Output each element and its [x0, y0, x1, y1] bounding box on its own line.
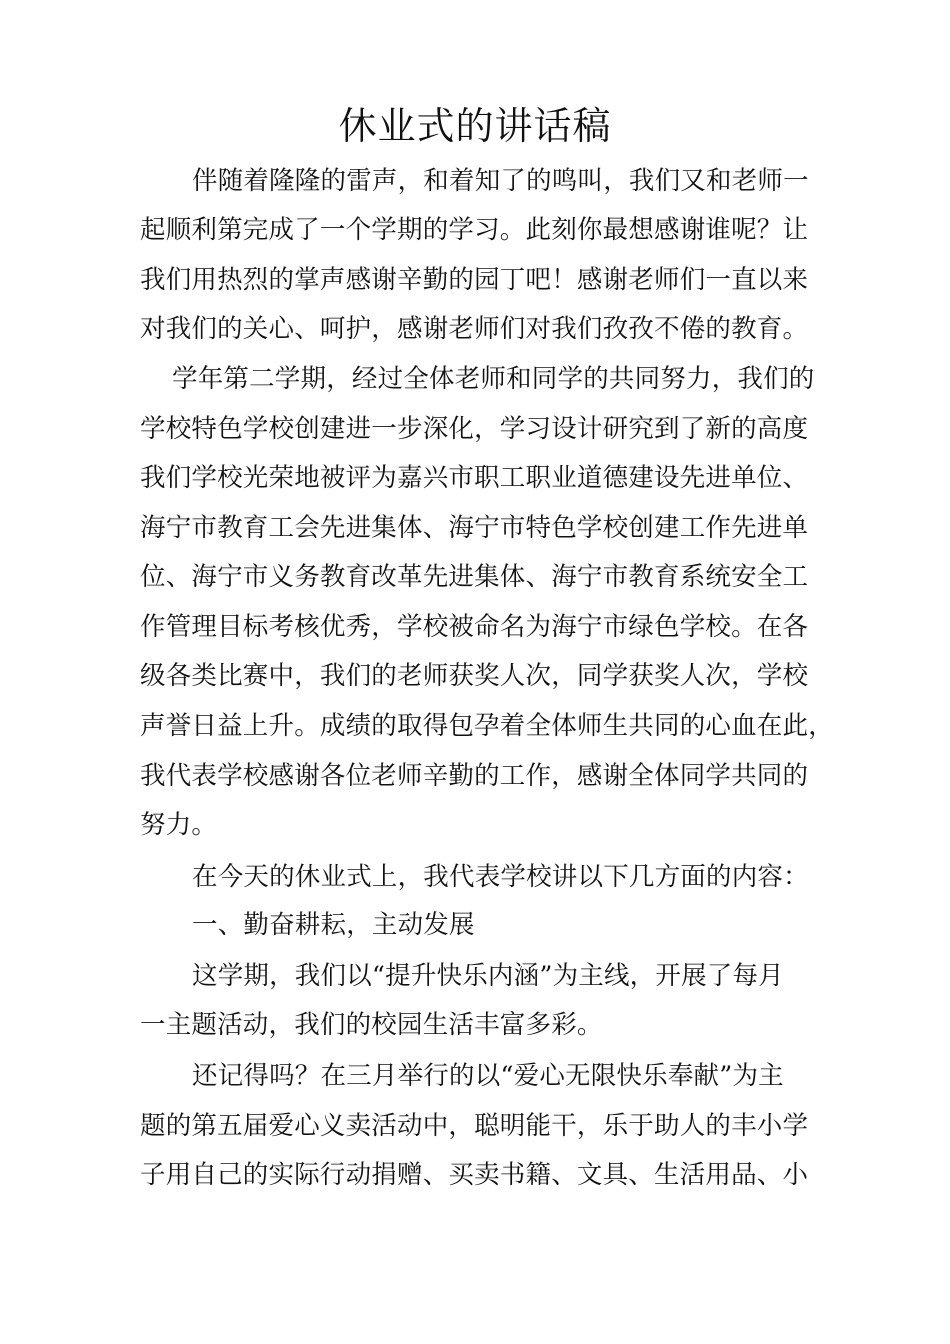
paragraph-line: 在今天的休业式上，我代表学校讲以下几方面的内容： — [192, 862, 809, 892]
paragraph-line: 我们用热烈的掌声感谢辛勤的园丁吧！感谢老师们一直以来 — [140, 265, 809, 295]
paragraph-line: 学校特色学校创建进一步深化，学习设计研究到了新的高度 — [140, 414, 809, 444]
paragraph-line: 起顺利第完成了一个学期的学习。此刻你最想感谢谁呢？让 — [140, 215, 809, 245]
paragraph-line: 作管理目标考核优秀，学校被命名为海宁市绿色学校。在各 — [140, 612, 809, 642]
document-title: 休业式的讲话稿 — [338, 104, 612, 148]
paragraph-line: 我代表学校感谢各位老师辛勤的工作，感谢全体同学共同的 — [140, 761, 809, 791]
section-heading: 一、勤奋耕耘，主动发展 — [192, 910, 475, 940]
paragraph-line: 一主题活动，我们的校园生活丰富多彩。 — [140, 1010, 603, 1040]
paragraph-line: 声誉日益上升。成绩的取得包孕着全体师生共同的心血在此， — [140, 711, 834, 741]
paragraph-line: 级各类比赛中，我们的老师获奖人次，同学获奖人次，学校 — [140, 661, 809, 691]
paragraph-line: 海宁市教育工会先进集体、海宁市特色学校创建工作先进单 — [140, 513, 809, 543]
paragraph-line: 还记得吗？在三月举行的以“爱心无限快乐奉献”为主 — [192, 1061, 784, 1091]
paragraph-line: 子用自己的实际行动捐赠、买卖书籍、文具、生活用品、小 — [140, 1160, 809, 1190]
paragraph-line: 我们学校光荣地被评为嘉兴市职工职业道德建设先进单位、 — [140, 463, 809, 493]
paragraph-line: 伴随着隆隆的雷声，和着知了的鸣叫，我们又和老师一 — [192, 166, 809, 196]
paragraph-line: 位、海宁市义务教育改革先进集体、海宁市教育系统安全工 — [140, 562, 809, 592]
paragraph-line: 学年第二学期，经过全体老师和同学的共同努力，我们的 — [172, 364, 815, 394]
paragraph-line: 题的第五届爱心义卖活动中，聪明能干，乐于助人的丰小学 — [140, 1111, 809, 1141]
paragraph-line: 这学期，我们以“提升快乐内涵”为主线，开展了每月 — [192, 961, 784, 991]
paragraph-line: 对我们的关心、呵护，感谢老师们对我们孜孜不倦的教育。 — [140, 314, 809, 344]
paragraph-line: 努力。 — [140, 810, 218, 840]
